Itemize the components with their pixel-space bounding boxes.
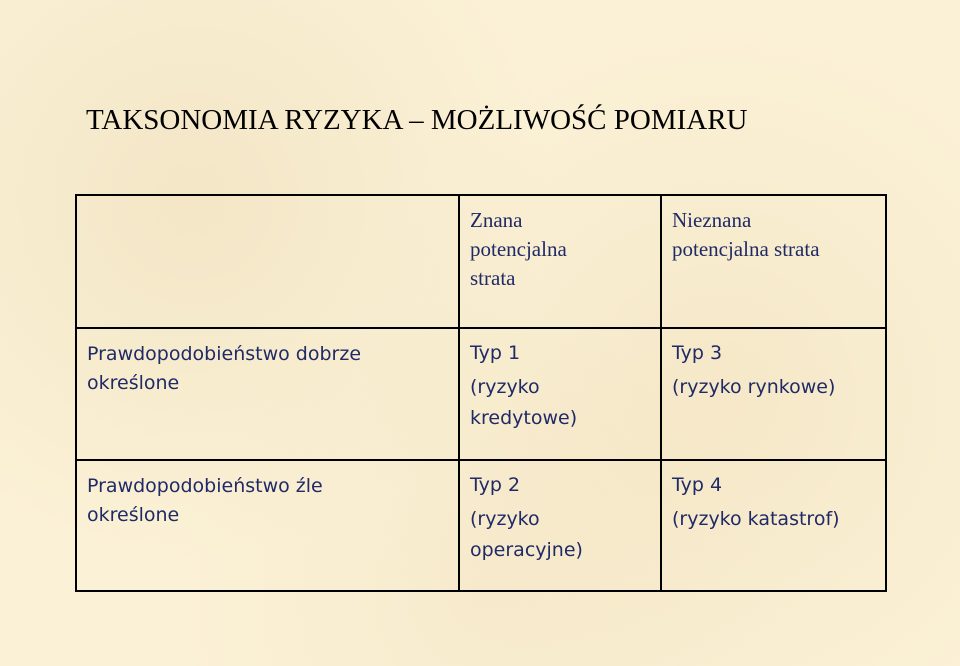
cell-type-1 [460,329,662,461]
risk-taxonomy-table [75,194,887,592]
cell-type-3 [662,329,885,461]
type-desc-line: (ryzyko [470,376,540,398]
type-desc [470,372,650,434]
row-label-well-defined [77,329,460,461]
type-name: Typ 4 [672,474,723,496]
row-label-line: określone [87,504,180,526]
header-unknown-loss [662,196,885,329]
type-desc-line: (ryzyko rynkowe) [672,376,836,398]
row-label-line: Prawdopodobieństwo źle [87,475,323,497]
cell-type-4 [662,461,885,590]
header-known-loss [460,196,662,329]
type-desc [470,504,650,566]
type-desc-line: (ryzyko [470,508,540,530]
type-name: Typ 2 [470,474,521,496]
row-label-line: Prawdopodobieństwo dobrze [87,343,362,365]
type-desc [672,372,875,403]
type-name: Typ 1 [470,342,521,364]
header-known-loss-line: Znana [470,208,523,232]
header-known-loss-line: potencjalna [470,237,567,261]
cell-type-2 [460,461,662,590]
row-label-line: określone [87,372,180,394]
type-name: Typ 3 [672,342,723,364]
type-desc [672,504,875,535]
header-unknown-loss-line: potencjalna strata [672,237,820,261]
header-known-loss-line: strata [470,266,516,290]
type-desc-line: operacyjne) [470,539,583,561]
slide-title: TAKSONOMIA RYZYKA – MOŻLIWOŚĆ POMIARU [86,104,748,136]
type-desc-line: kredytowe) [470,407,578,429]
type-desc-line: (ryzyko katastrof) [672,508,840,530]
table-corner-cell [77,196,460,329]
header-unknown-loss-line: Nieznana [672,208,752,232]
row-label-ill-defined [77,461,460,590]
